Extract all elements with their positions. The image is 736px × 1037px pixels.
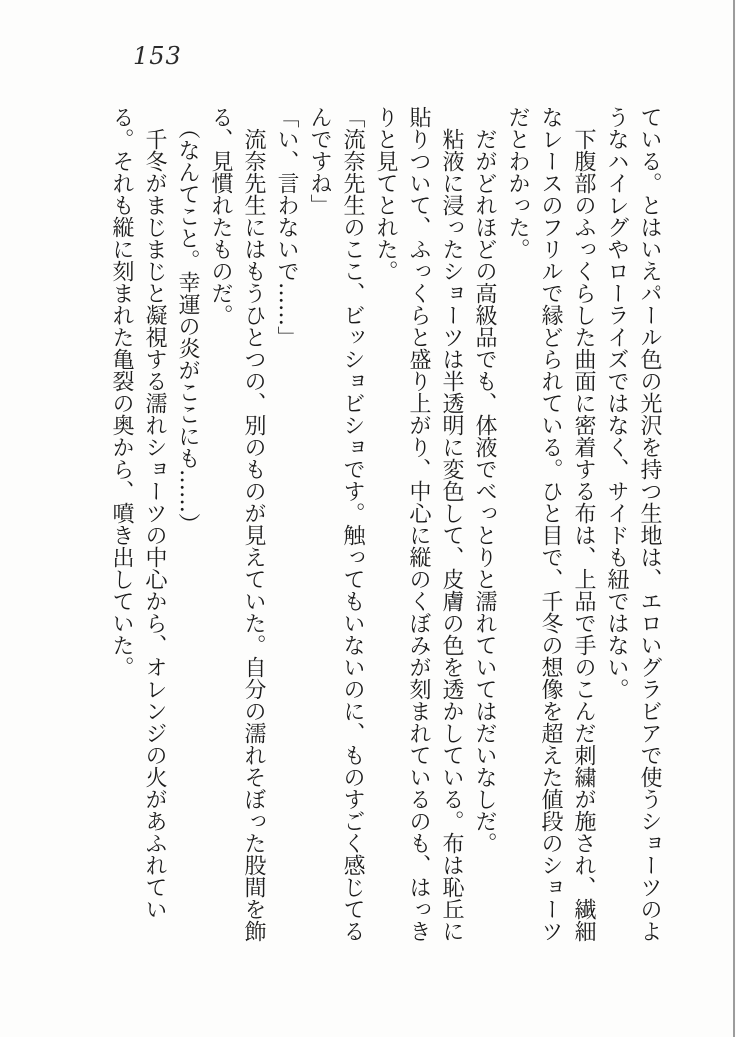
body-text [105,106,666,944]
paragraph: 下腹部のふっくらした曲面に密着する布は、上品で手のこんだ刺繍が施され、繊細なレースのフリルで縁どられている。ひと目で、千冬の想像を超えた値段のショーツだとわかった。 [505,106,596,942]
paragraph-thought: （なんてこと。幸運の炎がここにも……） [175,106,200,535]
page-right-edge-line [733,0,735,1037]
paragraph-dialogue: 「流奈先生のここ、ビッショビショです。触ってもいないのに、ものすごく感じてるんですね」 [307,106,365,942]
paragraph: 粘液に浸ったショーツは半透明に変色して、皮膚の色を透かしている。布は恥丘に貼りついて、ふっくらと盛り上がり、中心に縦のくぼみが刻まれているのも、はっきりと見てとれた。 [373,106,464,942]
paragraph: ている。とはいえパール色の光沢を持つ生地は、エロいグラビアで使うショーツのようなハイレグやローライズではなく、サイドも紐ではない。 [604,106,662,942]
paragraph-dialogue: 「い、言わないで……」 [274,106,299,348]
paragraph: 千冬がまじまじと凝視する濡れショーツの中心から、オレンジの火があふれている。それも縦に刻まれた亀裂の奥から、噴き出していた。 [109,106,167,920]
page-number: 153 [133,42,182,70]
paragraph: 流奈先生にはもうひとつの、別のものが見えていた。自分の濡れそぼった股間を飾る、見慣れたものだ。 [208,106,266,942]
paragraph: だがどれほどの高級品でも、体液でべっとりと濡れていてはだいなしだ。 [472,106,497,854]
